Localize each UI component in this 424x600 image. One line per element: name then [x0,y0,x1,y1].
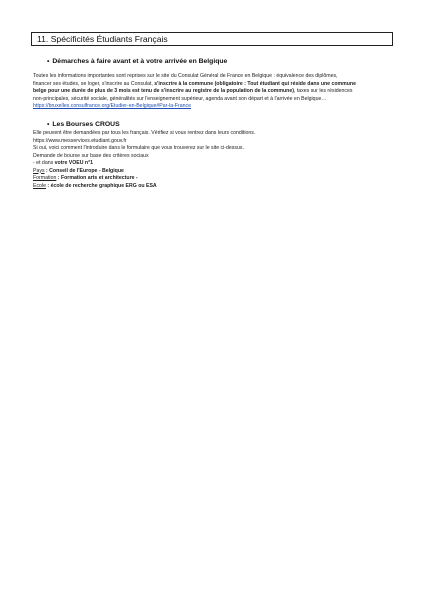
crous-formation-line [33,175,255,183]
crous-line-1: Elle peuvent être demandées par tous les français. Vérifiez si vous rentrez dans leurs conditions. [33,130,256,136]
consulat-link[interactable]: https://bruxelles.consulfrance.org/Etudier-en-Belgique#Par-la-France [33,103,192,109]
crous-line-5b: votre VOEU n°1 [54,160,94,166]
arrival-heading [47,58,227,66]
arrival-line-2 [33,81,356,89]
formation-label: Formation [33,175,57,181]
crous-line-2: https://www.messervices.etudiant.gouv.fr [33,137,127,144]
bullet-icon: • [47,121,50,128]
arrival-line-2b: s'inscrire à la commune (obligatoire : Tout étudiant qui réside dans une commune [154,80,356,87]
crous-paragraph [33,130,255,190]
arrival-line-2a: financer ses études, se loger, s'inscrire au Consulat, [33,80,155,87]
crous-ecole-line [33,183,255,191]
section-header-box [31,32,393,46]
crous-line-5 [33,160,255,168]
formation-value: : Formation arts et architecture - [56,175,138,181]
crous-line-4: Demande de bourse sur base des critères sociaux [33,152,149,159]
section-title: 11. Spécificités Étudiants Français [37,34,168,44]
crous-line-5a: - et dans [33,160,55,166]
arrival-line-3 [33,88,356,96]
arrival-line-4: non-principales, sécurité sociale, généralités sur l'enseignement supérieur, agenda avant son départ et à l'arrivée en Belgique… [33,95,327,102]
pays-label: Pays [33,167,45,174]
arrival-paragraph [33,73,356,111]
ecole-value: : école de recherche graphique ERG ou ESA [45,182,157,189]
ecole-label: Ecole [33,182,46,189]
arrival-line-3b: , taxes sur les résidences [293,88,353,94]
bullet-icon: • [47,58,50,65]
crous-heading [47,121,120,129]
crous-pays-line [33,168,255,176]
crous-line-3: Si oui, voici comment l'introduire dans le formulaire que vous trouverez sur le site ci-dessus. [33,145,244,151]
crous-heading-text: Les Bourses CROUS [52,121,120,128]
pays-value: : Conseil de l'Europe - Belgique [44,167,124,174]
arrival-line-1: Toutes les informations importantes sont reprises sur le site du Consulat Général de France en Belgique : équivalence des diplômes, [33,73,338,79]
arrival-line-3a: belge pour une durée de plus de 3 mois est tenu de s'inscrire au registre de la population de la commune) [33,88,294,94]
arrival-heading-text: Démarches à faire avant et à votre arrivée en Belgique [52,58,228,65]
